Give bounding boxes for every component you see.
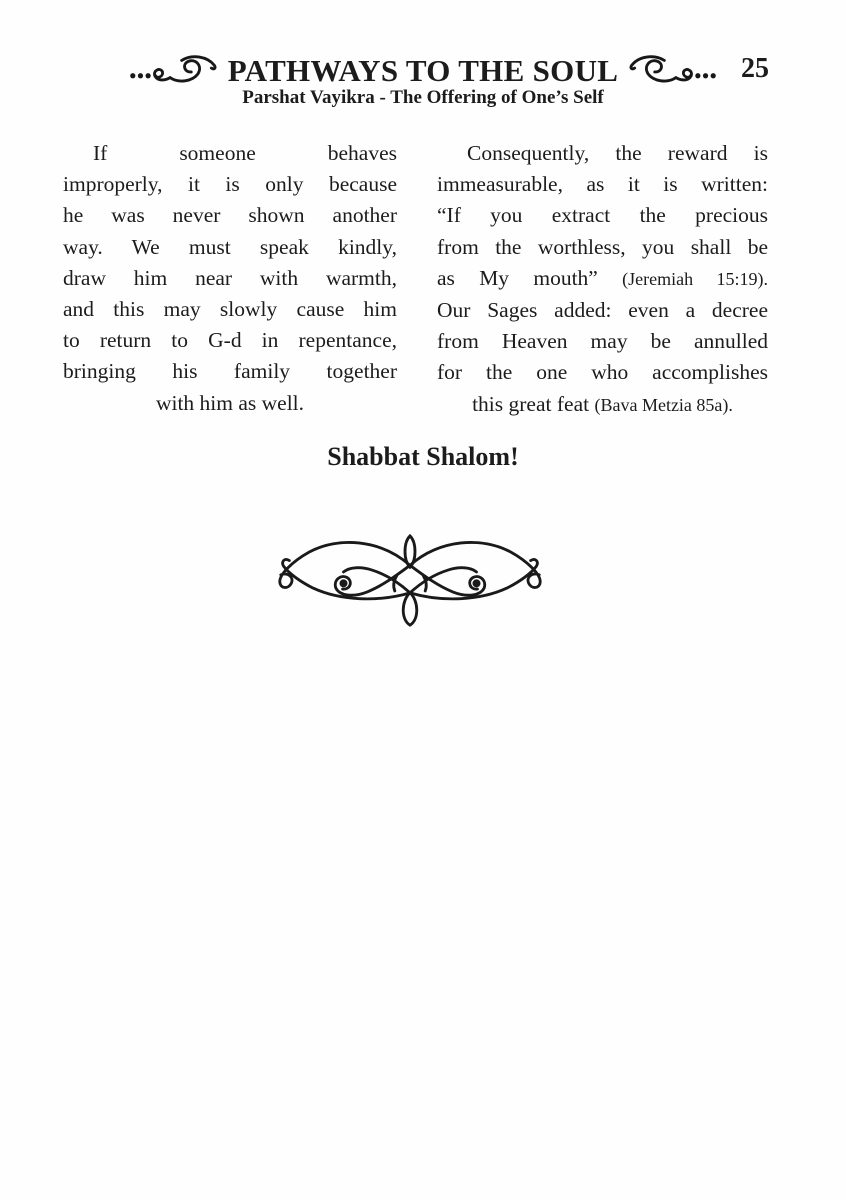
chapter-subtitle: Parshat Vayikra - The Offering of One’s Self [242, 87, 604, 108]
text-line-with-citation [437, 263, 768, 295]
text-line: If someone behaves [93, 141, 397, 165]
divider-flourish-icon [262, 533, 558, 628]
text-line: and this may slowly cause him [63, 297, 397, 322]
text-line: with him as well. [155, 390, 305, 415]
text-line: for the one who accomplishes [437, 360, 768, 385]
text-line: Our Sages added: even a decree [437, 298, 768, 323]
page-number: 25 [741, 53, 769, 84]
text-line: from the worthless, you shall be [437, 234, 768, 259]
text-line: way. We must speak kindly, [63, 234, 397, 259]
text-line: “If you extract the precious [437, 203, 768, 228]
left-column [63, 138, 397, 419]
citation: (Jeremiah 15:19). [622, 268, 768, 289]
text-line: bringing his family together [63, 359, 397, 384]
header-flourish-right-icon [626, 55, 718, 85]
header-flourish-left-icon [128, 55, 220, 85]
text-line: immeasurable, as it is written: [437, 172, 768, 197]
text-line: from Heaven may be annulled [437, 329, 768, 354]
text-line: Consequently, the reward is [467, 141, 768, 165]
text-fragment: as My mouth” [437, 265, 598, 290]
text-line: improperly, it is only because [63, 172, 397, 197]
text-line: draw him near with warmth, [63, 265, 397, 290]
text-fragment: this great feat [472, 391, 590, 416]
text-line-with-citation [437, 389, 768, 421]
text-line: he was never shown another [63, 203, 397, 228]
right-column [437, 138, 768, 421]
closing-blessing: Shabbat Shalom! [327, 442, 519, 471]
text-line: to return to G-d in repentance, [63, 328, 397, 353]
citation: (Bava Metzia 85a). [594, 394, 733, 415]
page-header [0, 50, 846, 90]
book-title: PATHWAYS TO THE SOUL [227, 52, 619, 88]
